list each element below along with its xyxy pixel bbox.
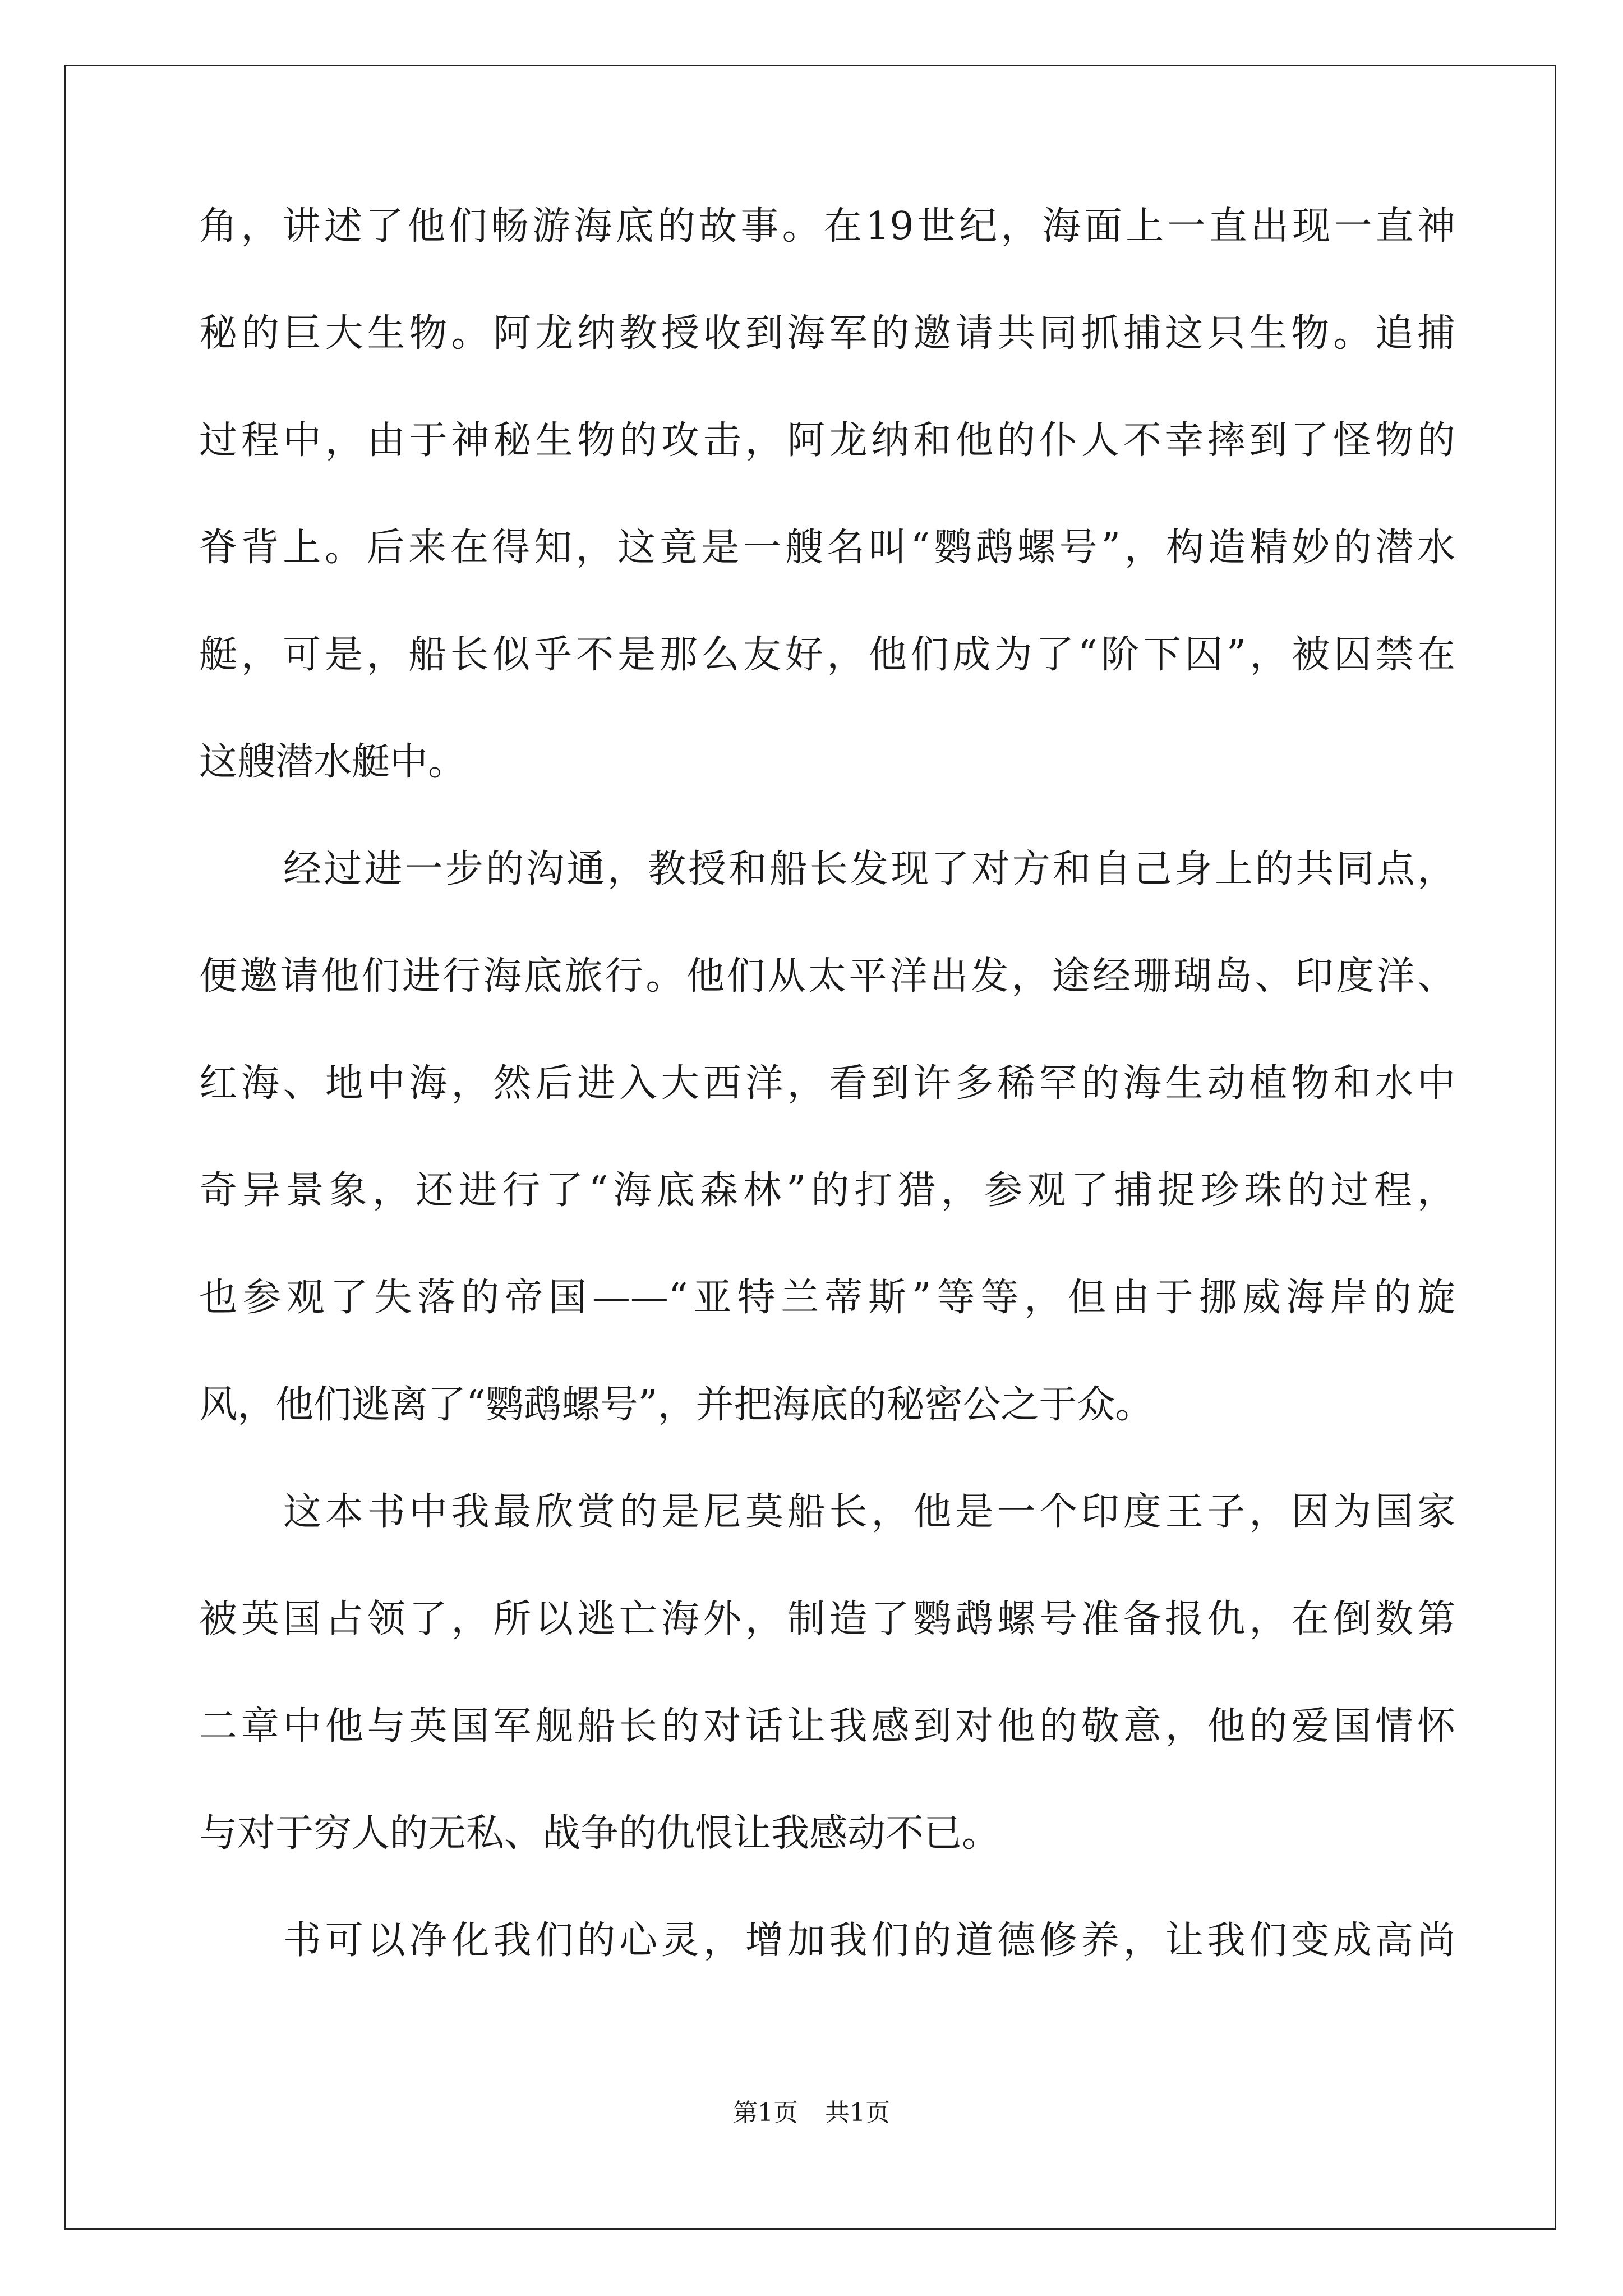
text-line: 奇异景象，还进行了“海底森林”的打猎，参观了捕捉珍珠的过程， bbox=[199, 1168, 1455, 1213]
text-line: 艇，可是，船长似乎不是那么友好，他们成为了“阶下囚”，被囚禁在 bbox=[199, 633, 1455, 677]
text-line: 这艘潜水艇中。 bbox=[199, 740, 467, 784]
text-line: 经过进一步的沟通，教授和船长发现了对方和自己身上的共同点， bbox=[283, 847, 1455, 891]
text-line: 角，讲述了他们畅游海底的故事。在19世纪，海面上一直出现一直神 bbox=[199, 204, 1455, 249]
text-line: 二章中他与英国军舰船长的对话让我感到对他的敬意，他的爱国情怀 bbox=[199, 1704, 1455, 1749]
page-number: 第1页 bbox=[733, 2099, 798, 2127]
page-total: 共1页 bbox=[825, 2099, 890, 2127]
text-line: 这本书中我最欣赏的是尼莫船长，他是一个印度王子，因为国家 bbox=[283, 1490, 1455, 1534]
document-body bbox=[199, 199, 1455, 2021]
text-line: 也参观了失落的帝国——“亚特兰蒂斯”等等，但由于挪威海岸的旋 bbox=[199, 1276, 1455, 1320]
text-line: 秘的巨大生物。阿龙纳教授收到海军的邀请共同抓捕这只生物。追捕 bbox=[199, 311, 1455, 356]
text-line: 便邀请他们进行海底旅行。他们从太平洋出发，途经珊瑚岛、印度洋、 bbox=[199, 954, 1455, 999]
text-line: 红海、地中海，然后进入大西洋，看到许多稀罕的海生动植物和水中 bbox=[199, 1061, 1455, 1106]
text-line: 过程中，由于神秘生物的攻击，阿龙纳和他的仆人不幸摔到了怪物的 bbox=[199, 418, 1455, 463]
text-line: 脊背上。后来在得知，这竟是一艘名叫“鹦鹉螺号”，构造精妙的潜水 bbox=[199, 526, 1455, 570]
text-line: 书可以净化我们的心灵，增加我们的道德修养，让我们变成高尚 bbox=[283, 1918, 1455, 1963]
text-line: 被英国占领了，所以逃亡海外，制造了鹦鹉螺号准备报仇，在倒数第 bbox=[199, 1597, 1455, 1641]
page-footer bbox=[0, 2092, 1623, 2128]
text-line: 与对于穷人的无私、战争的仇恨让我感动不已。 bbox=[199, 1811, 1000, 1856]
text-line: 风，他们逃离了“鹦鹉螺号”，并把海底的秘密公之于众。 bbox=[199, 1383, 1154, 1427]
